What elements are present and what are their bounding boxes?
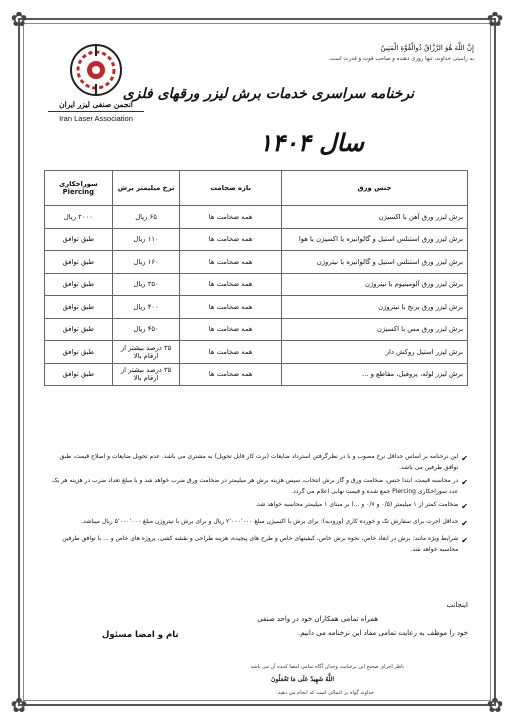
corner-ornament-icon: ✿ <box>486 693 504 717</box>
corner-ornament-icon: ✿ <box>10 7 28 31</box>
note-text: ضخامت کمتر از ۱ میلیمتر (۰/۵ و ۰/۷ و ...) بر مبنای ۱ میلیمتر محاسبه خواهد شد. <box>255 501 459 508</box>
row-rate: ۳۵ درصد بیشتر از ارقام بالا <box>112 341 180 364</box>
row-range: همه ضخامت ها <box>180 341 282 364</box>
note-item <box>48 517 468 531</box>
footer-note: ناظر اجرای صحیح این نرخنامه، وجدان آگاه تمامی امضا کننده آن می باشد. <box>249 664 404 670</box>
logo-name-en: Iran Laser Association <box>59 114 133 123</box>
footer-translation: خداوند گواه بر اعمالی است که انجام می دهید. <box>276 690 374 696</box>
row-rate: ۱۶۰ ریال <box>112 251 180 274</box>
header-rate: نرخ میلیمتر برش <box>112 171 180 206</box>
row-material: برش لیزر استیل روکش دار <box>281 341 467 364</box>
note-text: در محاسبه قیمت، ابتدا جنس، ضخامت ورق و گاز برش انتخاب، سپس هزینه برش هر میلیمتر در ضخامت ورق ضرب خواهد شد و با مبلغ تعداد ضرب در هزینه هر یک عدد سوراخکاری Piercing جمع شده و قیمت نهایی اعلام می گردد. <box>52 477 459 495</box>
logo-name-fa: انجمن صنفی لیزر ایران <box>59 100 133 109</box>
closing-line-3: خود را موظف به رعایت تمامی مفاد این نرخنامه می دانیم. <box>298 629 468 637</box>
header-piercing-en: Piercing <box>62 188 95 196</box>
checkmark-icon: ✔ <box>461 502 468 511</box>
logo-divider <box>48 111 144 112</box>
document-year: سال ۱۴۰۴ <box>259 128 364 157</box>
header-piercing <box>45 171 113 206</box>
row-piercing: طبق توافق <box>45 341 113 364</box>
row-material: برش لیزر ورق استنلس استیل و گالوانیزه با اکسیژن یا هوا <box>281 228 467 251</box>
row-piercing: طبق توافق <box>45 296 113 319</box>
row-rate: ۳۵ درصد بیشتر از ارقام بالا <box>112 363 180 386</box>
row-range: همه ضخامت ها <box>180 363 282 386</box>
note-item <box>48 452 468 473</box>
checkmark-icon: ✔ <box>461 519 468 528</box>
closing-line-2: همراه تمامی همکاران خود در واحد صنفی <box>257 615 378 623</box>
row-material: برش لیزر ورق استنلس استیل و گالوانیزه با نیتروژن <box>281 251 467 274</box>
row-rate: ۳۵۰ ریال <box>112 273 180 296</box>
row-material: برش لیزر لوله، پروفیل، مقاطع و ... <box>281 363 467 386</box>
row-rate: ۶۵ ریال <box>112 206 180 229</box>
row-piercing: طبق توافق <box>45 318 113 341</box>
checkmark-icon: ✔ <box>461 454 468 463</box>
note-item <box>48 534 468 555</box>
signature-label: نام و امضا مسئول <box>102 630 179 640</box>
table-header-row <box>45 171 468 206</box>
row-piercing: طبق توافق <box>45 251 113 274</box>
table-row <box>45 273 468 296</box>
row-range: همه ضخامت ها <box>180 206 282 229</box>
table-row <box>45 341 468 364</box>
row-material: برش لیزر ورق آلومینیوم با نیتروژن <box>281 273 467 296</box>
table-row <box>45 251 468 274</box>
row-material: برش لیزر ورق مس با اکسیژن <box>281 318 467 341</box>
corner-ornament-icon: ✿ <box>486 7 504 31</box>
note-text: این نرخنامه بر اساس حداقل نرخ مصوب و با در نظرگرفتن استرداد ضایعات (برت کار قابل تحویل) به مشتری می باشد. عدم تحویل ضایعات و اصلاح قیمت، طبق توافق طرفین می باشد. <box>59 453 459 471</box>
header-piercing-fa: سوراخکاری <box>58 180 98 188</box>
footer-verse: اللَّهُ شَهِيدٌ عَلَى مَا تَعْمَلُونَ <box>271 676 334 683</box>
table-row <box>45 206 468 229</box>
checkmark-icon: ✔ <box>461 478 468 487</box>
row-material: برش لیزر ورق آهن با اکسیژن <box>281 206 467 229</box>
row-range: همه ضخامت ها <box>180 251 282 274</box>
row-range: همه ضخامت ها <box>180 318 282 341</box>
note-item <box>48 476 468 497</box>
checkmark-icon: ✔ <box>461 536 468 545</box>
document-title: نرخنامه سراسری خدمات برش لیزر ورقهای فلزی <box>122 86 414 102</box>
document-page <box>30 30 484 694</box>
row-rate: ۴۰۰ ریال <box>112 296 180 319</box>
note-text: شرایط ویژه مانند: برش در ابعاد خاص، نحوه برش خاص، کیفیتهای خاص و طرح های پیچیده، هزینه طراحی و نقشه کشی، پروژه های خاص و ... با توافق طرفین محاسبه خواهد شد. <box>62 535 459 553</box>
laser-logo-icon <box>68 42 124 98</box>
header-range: بازه ضخامت <box>180 171 282 206</box>
row-piercing: طبق توافق <box>45 273 113 296</box>
note-text: حداقل اجرت برای سفارش تک و خورده کاری (ورودیه): برای برش با اکسیژن مبلغ ۲٬۰۰۰٬۰۰۰ ریال و برای برش با نیتروژن مبلغ ۵٬۰۰۰٬۰۰۰ ریال میباشد. <box>81 518 459 525</box>
row-range: همه ضخامت ها <box>180 228 282 251</box>
row-piercing: ۲۰۰۰ ریال <box>45 206 113 229</box>
table-row <box>45 363 468 386</box>
row-range: همه ضخامت ها <box>180 273 282 296</box>
row-rate: ۱۱۰ ریال <box>112 228 180 251</box>
header-subverse: به راستی خداوند، تنها روزی دهنده و صاحب قوت و قدرت است. <box>328 56 474 62</box>
table-row <box>45 296 468 319</box>
header-material: جنس ورق <box>281 171 467 206</box>
table-row <box>45 318 468 341</box>
closing-line-1: اینجانب <box>446 601 468 609</box>
note-item <box>48 500 468 514</box>
row-material: برش لیزر ورق برنج با نیتروژن <box>281 296 467 319</box>
header-verse: إِنَّ اللَّهَ هُوَ الرَّزَّاقُ ذُوالْقُوَّةِ الْمَتِينُ <box>380 44 474 52</box>
row-rate: ۴۵۰ ریال <box>112 318 180 341</box>
corner-ornament-icon: ✿ <box>10 693 28 717</box>
notes-list <box>48 452 468 558</box>
row-piercing: طبق توافق <box>45 228 113 251</box>
row-range: همه ضخامت ها <box>180 296 282 319</box>
row-piercing: طبق توافق <box>45 363 113 386</box>
table-row <box>45 228 468 251</box>
price-table <box>44 170 468 386</box>
